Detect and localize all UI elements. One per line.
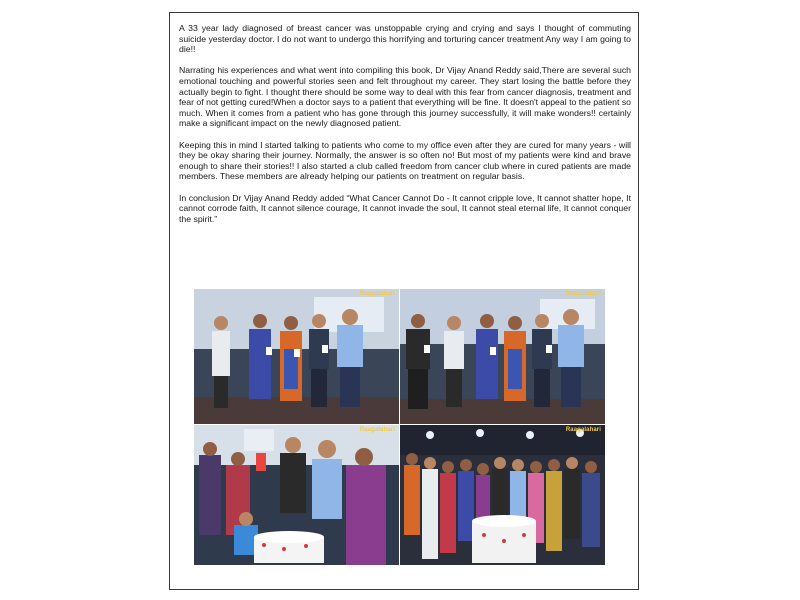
article-text: [179, 23, 631, 235]
photo-book-launch-2: [400, 289, 605, 424]
photo-book-launch-1: [194, 289, 399, 424]
paragraph-2: Narrating his experiences and what went into compiling this book, Dr Vijay Anand Reddy said,There are several such emotional touching and powerful stories seen and felt throughout my career. They start losing the battle before they actually begin to fight. I thought there should be some way to deal with this fear from cancer diagnosis, treatment and fear of not getting cured!When a doctor says to a patient that everything will be fine. It doesn't appeal to the patient so much. When it comes from a patient who has gone through this journey successfully, it will make wonders!! certainly make a significant impact on the newly diagnosed patient.: [179, 65, 631, 129]
event-photo-collage: [194, 289, 605, 565]
photo-cake-cutting-1: [194, 425, 399, 565]
paragraph-4: In conclusion Dr Vijay Anand Reddy added “What Cancer Cannot Do - It cannot cripple love, It cannot shatter hope, It cannot corrode faith, It cannot silence courage, It cannot invade the soul, It cannot steal eternal life, It cannot conquer the spirit.”: [179, 192, 631, 224]
paragraph-3: Keeping this in mind I started talking to patients who come to my office even after they are cured for many years - will they be okay sharing their journey. Normally, the answer is so often no! But most of my patients were kind and brave enough to share their stories!! I also started a club called freedom from cancer club where in cured patients are made members. These members are already helping our patients on treatment on regular basis.: [179, 139, 631, 182]
paragraph-1: A 33 year lady diagnosed of breast cancer was unstoppable crying and crying and says I thought of commuting suicide yesterday doctor. I do not want to undergo this horrifying and torturing cancer treatment Any way I am going to die!!: [179, 23, 631, 55]
watermark-logo: Raagalahari: [359, 291, 395, 297]
watermark-logo: Raagalahari: [359, 427, 395, 433]
document-page: [169, 12, 639, 590]
photo-cake-cutting-2: [400, 425, 605, 565]
watermark-logo: Raagalahari: [565, 427, 601, 433]
watermark-logo: Raagalahari: [565, 291, 601, 297]
